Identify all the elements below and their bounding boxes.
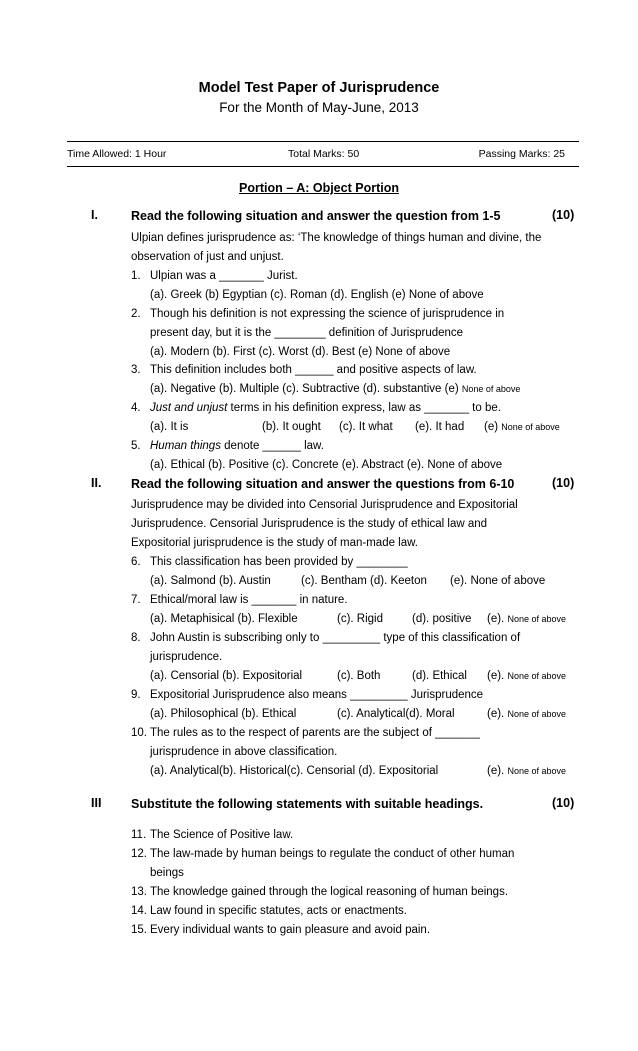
option: (c). Rigid xyxy=(337,613,384,625)
question-number: 7. xyxy=(131,594,141,606)
option: (c). Both xyxy=(337,670,381,682)
question-options xyxy=(150,381,520,397)
question-text-rest: denote ______ law. xyxy=(220,440,324,452)
question-italic: Human things xyxy=(150,440,221,452)
option: (a). It is xyxy=(150,421,189,433)
option: (e). It had xyxy=(415,421,465,433)
question-text xyxy=(150,438,324,454)
section-intro-line: Ulpian defines jurisprudence as: ‘The knowledge of things human and divine, the xyxy=(131,232,542,244)
question-text xyxy=(150,400,501,416)
option: (c). Analytical(d). Moral xyxy=(337,708,455,720)
option-label: (e). xyxy=(487,670,505,682)
option xyxy=(487,706,566,722)
question-number: 5. xyxy=(131,440,141,452)
option-label: (e). xyxy=(487,613,505,625)
item-text: The law-made by human beings to regulate the conduct of other human xyxy=(150,848,515,860)
option: (a). Metaphisical (b). Flexible xyxy=(150,613,298,625)
question-options: (a). Ethical (b). Positive (c). Concrete (e). Abstract (e). None of above xyxy=(150,459,503,471)
option: (a). Analytical(b). Historical(c). Censorial (d). Expositorial xyxy=(150,765,439,777)
section-marks: (10) xyxy=(552,476,575,490)
question-options-small: None of above xyxy=(461,384,521,394)
question-options: (a). Greek (b) Egyptian (c). Roman (d). English (e) None of above xyxy=(150,289,484,301)
item-text: Law found in specific statutes, acts or enactments. xyxy=(150,905,407,917)
question-number: 8. xyxy=(131,632,141,644)
item-text: The Science of Positive law. xyxy=(150,829,294,841)
exam-meta-row xyxy=(67,148,579,164)
option: (a). Philosophical (b). Ethical xyxy=(150,708,297,720)
page-subtitle: For the Month of May-June, 2013 xyxy=(219,100,419,115)
question-number: 6. xyxy=(131,556,141,568)
question-options-small: None of above xyxy=(507,766,566,776)
question-options-small: None of above xyxy=(507,709,566,719)
item-text: Every individual wants to gain pleasure and avoid pain. xyxy=(150,924,431,936)
question-text: Though his definition is not expressing the science of jurisprudence in xyxy=(150,308,505,320)
option: (c). Bentham (d). Keeton xyxy=(301,575,427,587)
section-intro-line: Jurisprudence may be divided into Censorial Jurisprudence and Expositorial xyxy=(131,499,518,511)
question-options-small: None of above xyxy=(507,671,566,681)
question-number: 3. xyxy=(131,364,141,376)
option: (d). Ethical xyxy=(412,670,467,682)
question-number: 1. xyxy=(131,270,141,282)
question-text: This classification has been provided by ________ xyxy=(150,556,408,568)
bottom-rule xyxy=(67,166,579,167)
section-heading: Read the following situation and answer the question from 1-5 xyxy=(131,209,501,223)
question-text-rest: terms in his definition express, law as _______ to be. xyxy=(227,402,501,414)
total-marks: Total Marks: 50 xyxy=(288,148,360,160)
question-text: This definition includes both ______ and positive aspects of law. xyxy=(150,364,477,376)
section-heading: Substitute the following statements with suitable headings. xyxy=(131,797,484,811)
item-text: The knowledge gained through the logical reasoning of human beings. xyxy=(150,886,509,898)
option xyxy=(484,419,560,435)
item-text: beings xyxy=(150,867,184,879)
page-title: Model Test Paper of Jurisprudence xyxy=(198,80,440,96)
question-text: present day, but it is the ________ definition of Jurisprudence xyxy=(150,327,464,339)
item-number: 11. xyxy=(131,829,147,841)
section-intro-line: observation of just and unjust. xyxy=(131,251,284,263)
section-marks: (10) xyxy=(552,796,575,810)
question-text: jurisprudence in above classification. xyxy=(150,746,338,758)
section-intro-line: Jurisprudence. Censorial Jurisprudence is the study of ethical law and xyxy=(131,518,488,530)
section-marks: (10) xyxy=(552,208,575,222)
question-text: Expositorial Jurisprudence also means _________ Jurisprudence xyxy=(150,689,484,701)
item-number: 13. xyxy=(131,886,147,898)
item-number: 12. xyxy=(131,848,147,860)
option: (d). positive xyxy=(412,613,472,625)
question-text: Ulpian was a _______ Jurist. xyxy=(150,270,298,282)
top-rule xyxy=(67,141,579,142)
item-number: 15. xyxy=(131,924,147,936)
option-label: (e) xyxy=(484,421,499,433)
item-number: 14. xyxy=(131,905,147,917)
option xyxy=(487,611,566,627)
section-intro-line: Expositorial jurisprudence is the study of man-made law. xyxy=(131,537,419,549)
option: (c). It what xyxy=(339,421,393,433)
option-label: (e). xyxy=(487,765,505,777)
section-numeral: I. xyxy=(91,208,98,222)
question-number: 10. xyxy=(131,727,147,739)
question-text: Ethical/moral law is _______ in nature. xyxy=(150,594,348,606)
question-number: 2. xyxy=(131,308,141,320)
passing-marks: Passing Marks: 25 xyxy=(478,148,565,160)
option xyxy=(487,668,566,684)
question-number: 4. xyxy=(131,402,141,414)
option xyxy=(487,763,566,779)
question-options-small: None of above xyxy=(501,422,560,432)
question-options-small: None of above xyxy=(507,614,566,624)
option: (b). It ought xyxy=(262,421,321,433)
question-italic: Just and unjust xyxy=(150,402,228,414)
question-text: jurisprudence. xyxy=(150,651,223,663)
question-options: (a). Modern (b). First (c). Worst (d). Best (e) None of above xyxy=(150,346,451,358)
section-numeral: III xyxy=(91,796,102,810)
question-text: The rules as to the respect of parents are the subject of _______ xyxy=(150,727,480,739)
option: (a). Salmond (b). Austin xyxy=(150,575,271,587)
question-number: 9. xyxy=(131,689,141,701)
question-options-main: (a). Negative (b). Multiple (c). Subtractive (d). substantive (e) xyxy=(150,383,459,395)
portion-title: Portion – A: Object Portion xyxy=(239,181,399,195)
section-numeral: II. xyxy=(91,476,102,490)
option: (e). None of above xyxy=(450,575,546,587)
option-label: (e). xyxy=(487,708,505,720)
time-allowed: Time Allowed: 1 Hour xyxy=(67,148,167,160)
section-heading: Read the following situation and answer the questions from 6-10 xyxy=(131,477,515,491)
question-text: John Austin is subscribing only to _________ type of this classification of xyxy=(150,632,521,644)
option: (a). Censorial (b). Expositorial xyxy=(150,670,303,682)
